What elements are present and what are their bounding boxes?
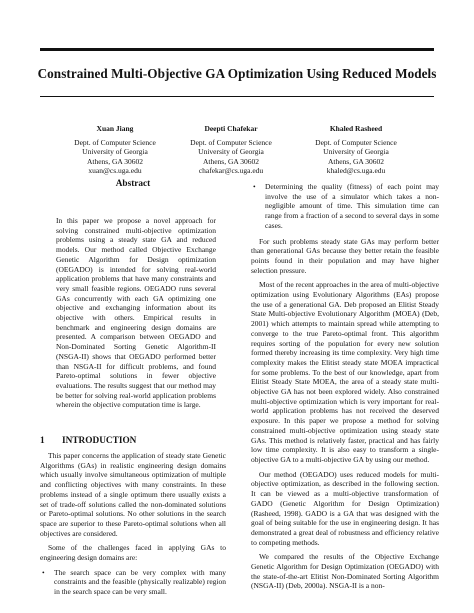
author-univ: University of Georgia bbox=[198, 147, 264, 157]
section-number: 1 bbox=[40, 436, 45, 446]
author-block bbox=[166, 124, 296, 176]
paragraph: For such problems steady state GAs may perform better than generational GAs because they better retain the feasible points found in their population and may have higher selection pressure. bbox=[251, 236, 439, 275]
author-univ: University of Georgia bbox=[323, 147, 389, 157]
author-city: Athens, GA 30602 bbox=[327, 156, 385, 166]
introduction-body bbox=[40, 451, 226, 597]
author-dept: Dept. of Computer Science bbox=[315, 137, 397, 147]
author-block bbox=[50, 124, 180, 176]
list-item bbox=[40, 568, 226, 597]
author-dept: Dept. of Computer Science bbox=[190, 137, 272, 147]
title-top-rule bbox=[40, 48, 434, 51]
abstract-heading: Abstract bbox=[115, 179, 151, 189]
right-column bbox=[251, 182, 439, 596]
author-city: Athens, GA 30602 bbox=[86, 156, 144, 166]
section-title: INTRODUCTION bbox=[62, 436, 137, 446]
bullet-icon: • bbox=[42, 567, 45, 577]
author-email: khaled@cs.uga.edu bbox=[326, 166, 386, 176]
title-bottom-rule bbox=[40, 96, 434, 97]
list-item-text: Determining the quality (fitness) of each point may involve the use of a simulator which takes a non-negligible amount of time. This simulation time can range from a fraction of a second to several days in some cases. bbox=[265, 182, 439, 230]
paragraph: Some of the challenges faced in applying GAs to engineering design domains are: bbox=[40, 543, 226, 563]
bullet-list bbox=[40, 568, 226, 597]
author-name: Xuan Jiang bbox=[96, 124, 134, 133]
paper-title: Constrained Multi-Objective GA Optimization Using Reduced Models bbox=[37, 66, 437, 81]
author-name: Deepti Chafekar bbox=[204, 124, 258, 133]
list-item bbox=[251, 182, 439, 231]
section-heading bbox=[40, 436, 136, 446]
paragraph: This paper concerns the application of steady state Genetic Algorithms (GAs) in realistic engineering design domains which usually involve simultaneous optimization of multiple and conflicting objectives with many constraints. In these problems instead of a single optimum there usually exists a set of trade-off solutions called the non-dominated solutions or Pareto-optimal solutions. No other solutions in the search space are superior to these Pareto-optimal solutions when all objectives are considered. bbox=[40, 451, 226, 538]
author-name: Khaled Rasheed bbox=[329, 124, 383, 133]
paragraph: Our method (OEGADO) uses reduced models for multi-objective optimization, as described in the following section. It can be viewed as a multi-objective transformation of GADO (Genetic Algorithm for Design Optimization) (Rasheed, 1998). GADO is a GA that was designed with the goal of being suitable for the use in engineering design. It has demonstrated a great deal of robustness and efficiency relative to competing methods. bbox=[251, 469, 439, 547]
author-block bbox=[291, 124, 421, 176]
paragraph: Most of the recent approaches in the area of multi-objective optimization using Evolutionary Algorithms (EAs) propose the use of a generational GA. Deb proposed an Elitist Steady State Multi-objective Evolutionary Algorithm (MOEA) (Deb, 2001) which attempts to maintain spread while attempting to converge to the true Pareto-optimal front. This algorithm requires sorting of the population for every new solution formed thereby increasing its time complexity. Very high time complexity makes the Elitist steady state MOEA impractical for some problems. To the best of our knowledge, apart from Elitist Steady State MOEA, the area of a steady state multi-objective GA has not been explored widely. Also constrained multi-objective optimization which is very important for real-world application problems has not received the deserved exposure. In this paper we propose a method for solving constrained multi-objective optimization using steady state GAs. This method is relatively faster, practical and has fairly low time complexity. It is also easy to transform a single-objective GA to a multi-objective GA by using our method. bbox=[251, 280, 439, 464]
author-email: chafekar@cs.uga.edu bbox=[198, 166, 264, 176]
bullet-icon: • bbox=[253, 182, 256, 191]
author-dept: Dept. of Computer Science bbox=[74, 137, 156, 147]
bullet-list bbox=[251, 182, 439, 231]
author-email: xuan@cs.uga.edu bbox=[88, 166, 142, 176]
paragraph: We compared the results of the Objective Exchange Genetic Algorithm for Design Optimization (OEGADO) with the state-of-the-art Elitist Non-Dominated Sorting Algorithm (NSGA-II) (Deb, 2000a). NSGA-II is a non- bbox=[251, 552, 439, 591]
author-city: Athens, GA 30602 bbox=[202, 156, 260, 166]
list-item-text: The search space can be very complex with many constraints and the feasible (physically realizable) region in the search space can be very small. bbox=[54, 567, 226, 597]
author-univ: University of Georgia bbox=[82, 147, 148, 157]
abstract-text: In this paper we propose a novel approach for solving constrained multi-objective optimization problems using a steady state GA and reduced models. Our method called Objective Exchange Genetic Algorithm for Design optimization (OEGADO) is intended for solving real-world application problems that have many constraints and very small feasible regions. OEGADO runs several GAs concurrently with each GA optimizing one objective and exchanging information about its objective with others. Empirical results in benchmark and engineering design domains are presented. A comparison between OEGADO and Non-Dominated Sorting Genetic Algorithm-II (NSGA-II) shows that OEGADO performed better than NSGA-II for difficult problems, and found Pareto-optimal solutions in fewer objective evaluations. The results suggest that our method may be better for solving real-world application problems wherein the objective computation time is large. bbox=[56, 216, 216, 410]
